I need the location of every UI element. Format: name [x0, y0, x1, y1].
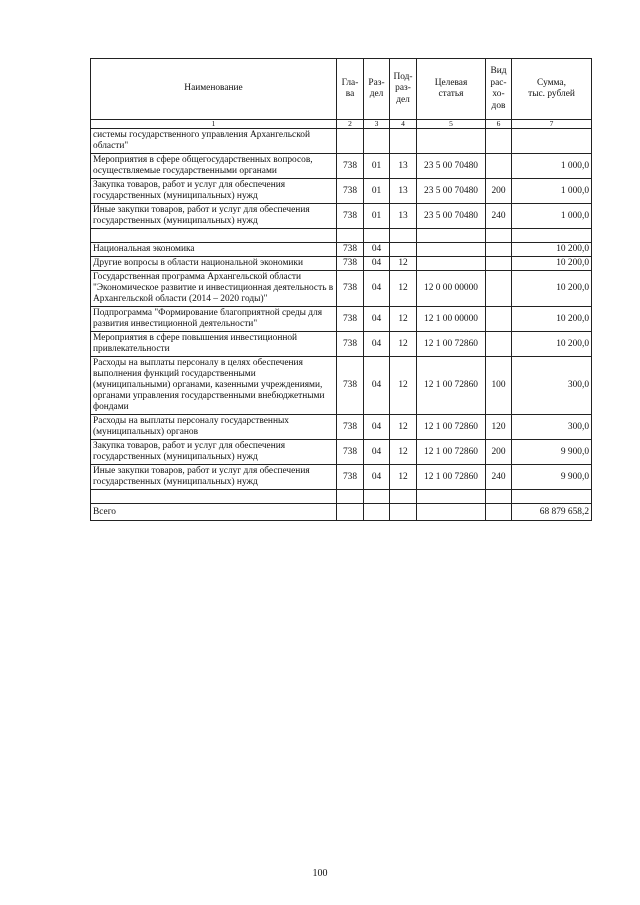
cell-name: Мероприятия в сфере повышения инвестиционной привлекательности	[91, 332, 337, 357]
empty-cell	[512, 229, 592, 243]
cell-sum: 68 879 658,2	[512, 504, 592, 521]
table-row	[91, 415, 592, 440]
header-section: Раз- дел	[364, 59, 390, 120]
empty-cell	[417, 229, 486, 243]
header-chapter: Гла- ва	[337, 59, 364, 120]
cell-sum: 300,0	[512, 415, 592, 440]
blank-row	[91, 490, 592, 504]
cell-expense-type	[486, 307, 512, 332]
column-number: 6	[486, 120, 512, 129]
cell-sum: 1 000,0	[512, 154, 592, 179]
table-row	[91, 257, 592, 271]
cell-name: Национальная экономика	[91, 243, 337, 257]
cell-name: Расходы на выплаты персоналу в целях обеспечения выполнения функций государственными (муниципальными) органами, казенными учреждениями, органами управления государственными внебюджетными фондами	[91, 357, 337, 415]
table-row	[91, 179, 592, 204]
cell-target-article	[417, 257, 486, 271]
column-number: 3	[364, 120, 390, 129]
header-subsection: Под- раз- дел	[390, 59, 417, 120]
cell-name: системы государственного управления Архангельской области"	[91, 129, 337, 154]
cell-subsection: 13	[390, 204, 417, 229]
cell-section: 01	[364, 154, 390, 179]
table-header-row	[91, 59, 592, 120]
empty-cell	[337, 490, 364, 504]
column-number: 2	[337, 120, 364, 129]
header-expense-type: Вид рас- хо- дов	[486, 59, 512, 120]
table-row	[91, 243, 592, 257]
cell-target-article	[417, 243, 486, 257]
cell-subsection: 12	[390, 415, 417, 440]
empty-cell	[390, 490, 417, 504]
cell-name: Иные закупки товаров, работ и услуг для обеспечения государственных (муниципальных) нужд	[91, 204, 337, 229]
cell-expense-type	[486, 504, 512, 521]
empty-cell	[486, 490, 512, 504]
table-row	[91, 271, 592, 307]
cell-section	[364, 129, 390, 154]
cell-sum: 10 200,0	[512, 332, 592, 357]
empty-cell	[337, 229, 364, 243]
cell-sum: 10 200,0	[512, 307, 592, 332]
table-row	[91, 307, 592, 332]
cell-subsection: 12	[390, 440, 417, 465]
cell-expense-type	[486, 271, 512, 307]
cell-subsection: 12	[390, 332, 417, 357]
column-number: 4	[390, 120, 417, 129]
cell-expense-type: 200	[486, 179, 512, 204]
cell-chapter	[337, 129, 364, 154]
cell-subsection: 13	[390, 154, 417, 179]
cell-subsection	[390, 129, 417, 154]
cell-target-article: 12 1 00 00000	[417, 307, 486, 332]
empty-cell	[364, 229, 390, 243]
table-row	[91, 204, 592, 229]
table-row	[91, 129, 592, 154]
cell-name: Всего	[91, 504, 337, 521]
cell-section: 04	[364, 332, 390, 357]
cell-name: Закупка товаров, работ и услуг для обеспечения государственных (муниципальных) нужд	[91, 179, 337, 204]
cell-sum: 300,0	[512, 357, 592, 415]
table-body	[91, 129, 592, 521]
cell-chapter: 738	[337, 307, 364, 332]
total-row	[91, 504, 592, 521]
table-row	[91, 154, 592, 179]
header-name: Наименование	[91, 59, 337, 120]
empty-cell	[417, 490, 486, 504]
cell-sum: 1 000,0	[512, 204, 592, 229]
cell-subsection	[390, 243, 417, 257]
column-number-row	[91, 120, 592, 129]
cell-name: Мероприятия в сфере общегосударственных вопросов, осуществляемые государственными органами	[91, 154, 337, 179]
cell-sum: 9 900,0	[512, 465, 592, 490]
cell-subsection: 13	[390, 179, 417, 204]
cell-chapter: 738	[337, 243, 364, 257]
cell-target-article: 23 5 00 70480	[417, 154, 486, 179]
cell-name: Иные закупки товаров, работ и услуг для обеспечения государственных (муниципальных) нужд	[91, 465, 337, 490]
cell-chapter: 738	[337, 440, 364, 465]
page-number: 100	[312, 868, 328, 879]
cell-name: Государственная программа Архангельской области "Экономическое развитие и инвестиционная деятельность в Архангельской области (2014 – 2020 годы)"	[91, 271, 337, 307]
cell-sum: 9 900,0	[512, 440, 592, 465]
cell-target-article: 12 1 00 72860	[417, 332, 486, 357]
budget-table	[90, 58, 592, 521]
cell-expense-type: 100	[486, 357, 512, 415]
table-row	[91, 440, 592, 465]
cell-expense-type	[486, 243, 512, 257]
cell-target-article	[417, 504, 486, 521]
cell-expense-type: 200	[486, 440, 512, 465]
cell-target-article: 12 1 00 72860	[417, 357, 486, 415]
table-row	[91, 357, 592, 415]
cell-section: 04	[364, 415, 390, 440]
cell-section: 04	[364, 465, 390, 490]
cell-name: Другие вопросы в области национальной экономики	[91, 257, 337, 271]
cell-target-article: 23 5 00 70480	[417, 204, 486, 229]
header-target-article: Целевая статья	[417, 59, 486, 120]
cell-target-article: 12 1 00 72860	[417, 465, 486, 490]
cell-chapter: 738	[337, 154, 364, 179]
cell-chapter: 738	[337, 204, 364, 229]
cell-target-article: 12 0 00 00000	[417, 271, 486, 307]
cell-section: 04	[364, 243, 390, 257]
cell-section: 04	[364, 271, 390, 307]
cell-chapter	[337, 504, 364, 521]
cell-chapter: 738	[337, 415, 364, 440]
cell-expense-type: 240	[486, 204, 512, 229]
cell-subsection: 12	[390, 271, 417, 307]
empty-cell	[91, 229, 337, 243]
empty-cell	[512, 490, 592, 504]
cell-section: 04	[364, 307, 390, 332]
cell-chapter: 738	[337, 357, 364, 415]
cell-section: 01	[364, 179, 390, 204]
cell-sum: 10 200,0	[512, 243, 592, 257]
cell-chapter: 738	[337, 465, 364, 490]
cell-chapter: 738	[337, 271, 364, 307]
cell-expense-type	[486, 332, 512, 357]
cell-target-article: 23 5 00 70480	[417, 179, 486, 204]
blank-row	[91, 229, 592, 243]
cell-expense-type: 120	[486, 415, 512, 440]
column-number: 1	[91, 120, 337, 129]
cell-target-article	[417, 129, 486, 154]
cell-subsection: 12	[390, 465, 417, 490]
cell-expense-type: 240	[486, 465, 512, 490]
cell-expense-type	[486, 257, 512, 271]
cell-chapter: 738	[337, 257, 364, 271]
empty-cell	[486, 229, 512, 243]
cell-subsection	[390, 504, 417, 521]
cell-section: 04	[364, 440, 390, 465]
cell-subsection: 12	[390, 307, 417, 332]
cell-chapter: 738	[337, 332, 364, 357]
cell-sum: 10 200,0	[512, 271, 592, 307]
header-sum: Сумма, тыс. рублей	[512, 59, 592, 120]
cell-expense-type	[486, 129, 512, 154]
column-number: 5	[417, 120, 486, 129]
cell-sum	[512, 129, 592, 154]
cell-section: 04	[364, 357, 390, 415]
cell-subsection: 12	[390, 357, 417, 415]
cell-target-article: 12 1 00 72860	[417, 440, 486, 465]
empty-cell	[364, 490, 390, 504]
column-number: 7	[512, 120, 592, 129]
cell-expense-type	[486, 154, 512, 179]
table-row	[91, 332, 592, 357]
empty-cell	[91, 490, 337, 504]
cell-name: Закупка товаров, работ и услуг для обеспечения государственных (муниципальных) нужд	[91, 440, 337, 465]
cell-chapter: 738	[337, 179, 364, 204]
cell-section: 01	[364, 204, 390, 229]
cell-sum: 10 200,0	[512, 257, 592, 271]
cell-subsection: 12	[390, 257, 417, 271]
cell-section: 04	[364, 257, 390, 271]
empty-cell	[390, 229, 417, 243]
cell-name: Расходы на выплаты персоналу государственных (муниципальных) органов	[91, 415, 337, 440]
table-row	[91, 465, 592, 490]
cell-name: Подпрограмма "Формирование благоприятной среды для развития инвестиционной деятельности"	[91, 307, 337, 332]
cell-target-article: 12 1 00 72860	[417, 415, 486, 440]
cell-sum: 1 000,0	[512, 179, 592, 204]
cell-section	[364, 504, 390, 521]
